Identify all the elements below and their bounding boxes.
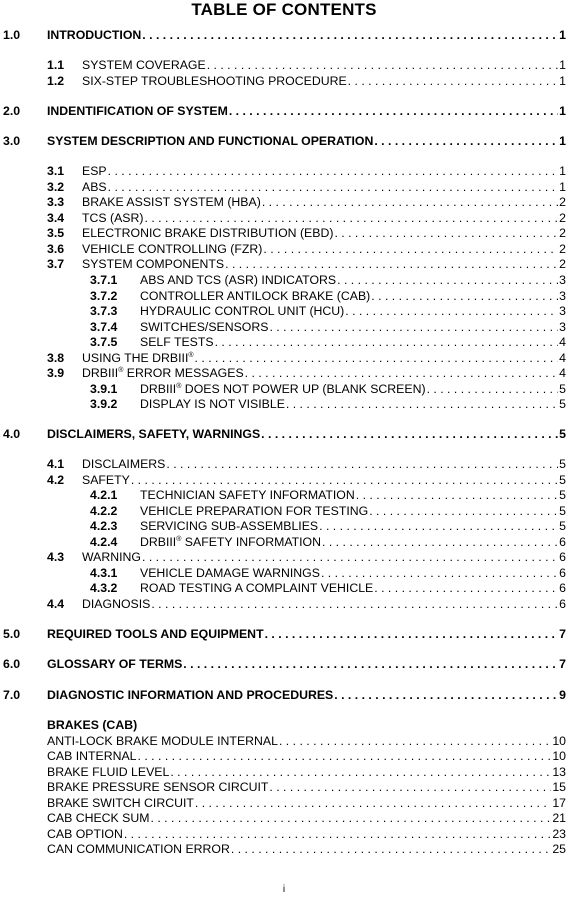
- toc-entry-number: 3.1: [47, 164, 65, 178]
- toc-entry-title: VEHICLE DAMAGE WARNINGS: [140, 566, 320, 580]
- toc-entry-title: INTRODUCTION: [47, 28, 142, 42]
- toc-entry-page: 3: [559, 320, 566, 334]
- toc-entry-title: ABS AND TCS (ASR) INDICATORS: [140, 273, 337, 287]
- toc-entry-title: GLOSSARY OF TERMS: [47, 657, 183, 671]
- toc-entry: [0, 163, 566, 179]
- toc-entry-page: 2: [559, 242, 566, 256]
- toc-entry: [0, 534, 566, 550]
- toc-entry-page: 2: [559, 195, 566, 209]
- toc-entry-number: 3.7.2: [90, 289, 118, 303]
- toc-entry-page: 15: [552, 780, 566, 794]
- toc-entry-number: 4.3.2: [90, 581, 118, 595]
- toc-entry-title: CAB CHECK SUM: [47, 811, 150, 825]
- toc-entry-number: 4.2: [47, 473, 65, 487]
- toc-entry-title: ABS: [82, 180, 107, 194]
- toc-entry-page: 1: [559, 180, 566, 194]
- toc-entry-number: 1.2: [47, 74, 65, 88]
- toc-entry-number: 3.9.2: [90, 397, 118, 411]
- toc-entry: [0, 596, 566, 612]
- toc-entry-number: 3.7: [47, 257, 65, 271]
- toc-entry-title: DRBIII® ERROR MESSAGES: [82, 366, 244, 380]
- toc-entry: [0, 241, 566, 257]
- toc-entry-title: HYDRAULIC CONTROL UNIT (HCU): [140, 304, 345, 318]
- toc-entry-title: CAB INTERNAL: [47, 749, 137, 763]
- dot-leader: [231, 841, 551, 857]
- toc-entry-page: 9: [559, 688, 566, 702]
- toc-entry: [0, 687, 566, 703]
- toc-entry-page: 5: [559, 427, 566, 441]
- dot-leader: [108, 163, 559, 179]
- toc-entry-title: BRAKE SWITCH CIRCUIT: [47, 796, 194, 810]
- dot-leader: [334, 225, 558, 241]
- toc-entry-number: 5.0: [3, 627, 21, 641]
- toc-entry: [0, 841, 566, 857]
- toc-entry-page: 7: [559, 627, 566, 641]
- dot-leader: [215, 334, 559, 350]
- toc-entry-title: SELF TESTS: [140, 335, 214, 349]
- toc-entry-number: 4.2.4: [90, 535, 118, 549]
- toc-entry: [0, 381, 566, 397]
- dot-leader: [345, 303, 558, 319]
- dot-leader: [321, 565, 558, 581]
- dot-leader: [263, 241, 558, 257]
- dot-leader: [151, 596, 558, 612]
- toc-entry-page: 6: [559, 550, 566, 564]
- toc-entry-title: CAB OPTION: [47, 827, 123, 841]
- dot-leader: [145, 210, 559, 226]
- toc-entry: [0, 179, 566, 195]
- toc-entry: [0, 626, 566, 642]
- dot-leader: [269, 779, 551, 795]
- toc-entry-title: REQUIRED TOOLS AND EQUIPMENT: [47, 627, 264, 641]
- toc-entry-number: 3.0: [3, 134, 21, 148]
- toc-entry-title: TCS (ASR): [82, 211, 144, 225]
- toc-entry-page: 13: [552, 765, 566, 779]
- toc-entry-number: 4.3: [47, 550, 65, 564]
- toc-entry-title: TECHNICIAN SAFETY INFORMATION: [140, 488, 355, 502]
- toc-entry: [0, 826, 566, 842]
- toc-entry: [0, 210, 566, 226]
- dot-leader: [265, 626, 559, 642]
- toc-entry-page: 5: [559, 397, 566, 411]
- toc-entry-title: SWITCHES/SENSORS: [140, 320, 269, 334]
- toc-entry-page: 6: [559, 566, 566, 580]
- toc-entry-page: 6: [559, 535, 566, 549]
- toc-entry-number: 2.0: [3, 104, 21, 118]
- toc-entry: [0, 319, 566, 335]
- toc-entry-page: 3: [559, 304, 566, 318]
- toc-entry: [0, 57, 566, 73]
- toc-entry-page: 3: [559, 289, 566, 303]
- toc-entry-page: 1: [559, 28, 566, 42]
- dot-leader: [138, 748, 552, 764]
- toc-entry-number: 1.1: [47, 58, 65, 72]
- toc-entry-number: 6.0: [3, 657, 21, 671]
- toc-entry-number: 3.4: [47, 211, 65, 225]
- toc-entry-title: VEHICLE PREPARATION FOR TESTING: [140, 504, 369, 518]
- page-number: i: [282, 884, 286, 895]
- toc-entry-number: 3.3: [47, 195, 65, 209]
- dot-leader: [261, 426, 558, 442]
- toc-entry-number: 3.7.5: [90, 335, 118, 349]
- dot-leader: [322, 534, 558, 550]
- toc-entry-page: 5: [559, 457, 566, 471]
- dot-leader: [374, 580, 558, 596]
- toc-entry-page: 5: [559, 519, 566, 533]
- toc-entry: [0, 133, 566, 149]
- dot-leader: [319, 518, 558, 534]
- dot-leader: [225, 256, 558, 272]
- toc-entry: [0, 350, 566, 366]
- toc-entry-title: SYSTEM COMPONENTS: [82, 257, 225, 271]
- toc-entry-title: DRBIII® DOES NOT POWER UP (BLANK SCREEN): [140, 382, 426, 396]
- toc-entry-number: 1.0: [3, 28, 21, 42]
- dot-leader: [348, 73, 558, 89]
- toc-entry: [0, 194, 566, 210]
- toc-entry-title: DIAGNOSIS: [82, 597, 151, 611]
- toc-entry: [0, 733, 566, 749]
- toc-entry-title: SIX-STEP TROUBLESHOOTING PROCEDURE: [82, 74, 347, 88]
- dot-leader: [334, 687, 558, 703]
- toc-entry-number: 3.2: [47, 180, 65, 194]
- toc-entry: [0, 779, 566, 795]
- toc-entry: [0, 365, 566, 381]
- toc-entry-title: WARNING: [82, 550, 141, 564]
- toc-entry: [0, 549, 566, 565]
- toc-entry-title: DISPLAY IS NOT VISIBLE: [140, 397, 285, 411]
- toc-entry-page: 21: [552, 811, 566, 825]
- toc-entry-title: BRAKE PRESSURE SENSOR CIRCUIT: [47, 780, 269, 794]
- toc-entry: [0, 810, 566, 826]
- toc-entry-number: 3.9.1: [90, 382, 118, 396]
- toc-entry: [0, 717, 566, 733]
- toc-entry-number: 4.2.1: [90, 488, 118, 502]
- toc-entry: [0, 472, 566, 488]
- toc-entry-number: 3.7.3: [90, 304, 118, 318]
- toc-entry: [0, 396, 566, 412]
- dot-leader: [337, 272, 558, 288]
- dot-leader: [166, 456, 558, 472]
- dot-leader: [371, 288, 558, 304]
- toc-entry-number: 4.2.2: [90, 504, 118, 518]
- toc-entry-number: 4.0: [3, 427, 21, 441]
- dot-leader: [207, 57, 558, 73]
- toc-entry-title: DISCLAIMERS: [82, 457, 166, 471]
- toc-entry-page: 10: [552, 734, 566, 748]
- toc-entry-page: 1: [559, 58, 566, 72]
- toc-entry-page: 5: [559, 504, 566, 518]
- dot-leader: [279, 733, 551, 749]
- toc-entry-title: INDENTIFICATION OF SYSTEM: [47, 104, 228, 118]
- toc-entry: [0, 487, 566, 503]
- toc-entry-number: 3.7.1: [90, 273, 118, 287]
- toc-entry-page: 25: [552, 842, 566, 856]
- dot-leader: [286, 396, 558, 412]
- toc-entry: [0, 503, 566, 519]
- dot-leader: [262, 194, 558, 210]
- toc-entry: [0, 303, 566, 319]
- toc-entry-page: 2: [559, 257, 566, 271]
- dot-leader: [374, 133, 558, 149]
- toc-entry: [0, 103, 566, 119]
- dot-leader: [195, 350, 559, 366]
- dot-leader: [142, 27, 558, 43]
- toc-entry-number: 3.7.4: [90, 320, 118, 334]
- toc-entry-title: SYSTEM DESCRIPTION AND FUNCTIONAL OPERATION: [47, 134, 374, 148]
- dot-leader: [131, 472, 558, 488]
- toc-entry: [0, 27, 566, 43]
- dot-leader: [183, 656, 558, 672]
- toc-entry-title: BRAKE ASSIST SYSTEM (HBA): [82, 195, 261, 209]
- toc-entry: [0, 288, 566, 304]
- toc-entry-page: 2: [559, 226, 566, 240]
- toc-entry-page: 5: [559, 382, 566, 396]
- toc-entry: [0, 656, 566, 672]
- dot-leader: [124, 826, 551, 842]
- toc-entry-page: 1: [559, 164, 566, 178]
- toc-entry-title: ELECTRONIC BRAKE DISTRIBUTION (EBD): [82, 226, 334, 240]
- toc-entry-title: VEHICLE CONTROLLING (FZR): [82, 242, 263, 256]
- toc-entry-title: SAFETY: [82, 473, 130, 487]
- toc-entry-page: 1: [559, 104, 566, 118]
- dot-leader: [142, 549, 558, 565]
- toc-entry-page: 10: [552, 749, 566, 763]
- toc-entry-title: ROAD TESTING A COMPLAINT VEHICLE: [140, 581, 374, 595]
- toc-entry-title: ANTI-LOCK BRAKE MODULE INTERNAL: [47, 734, 278, 748]
- toc-entry-number: 3.9: [47, 366, 65, 380]
- toc-entry-page: 17: [552, 796, 566, 810]
- dot-leader: [170, 764, 551, 780]
- toc-entry: [0, 580, 566, 596]
- toc-entry-title: USING THE DRBIII®: [82, 351, 194, 365]
- toc-entry-number: 4.3.1: [90, 566, 118, 580]
- toc-entry-page: 1: [559, 74, 566, 88]
- toc-entry: [0, 272, 566, 288]
- toc-entry-number: 7.0: [3, 688, 21, 702]
- toc-entry-number: 3.6: [47, 242, 65, 256]
- dot-leader: [356, 487, 558, 503]
- toc-entry-title: CONTROLLER ANTILOCK BRAKE (CAB): [140, 289, 371, 303]
- toc-entry-title: SYSTEM COVERAGE: [82, 58, 206, 72]
- toc-entry-number: 4.1: [47, 457, 65, 471]
- toc-entry-page: 3: [559, 273, 566, 287]
- dot-leader: [427, 381, 559, 397]
- toc-entry: [0, 764, 566, 780]
- section-heading: BRAKES (CAB): [47, 718, 138, 732]
- toc-entry: [0, 518, 566, 534]
- toc-entry: [0, 565, 566, 581]
- dot-leader: [369, 503, 558, 519]
- toc-entry-page: 2: [559, 211, 566, 225]
- dot-leader: [151, 810, 552, 826]
- toc-entry-title: ESP: [82, 164, 107, 178]
- toc-entry-title: DISCLAIMERS, SAFETY, WARNINGS: [47, 427, 261, 441]
- toc-entry-title: CAN COMMUNICATION ERROR: [47, 842, 230, 856]
- page-title: TABLE OF CONTENTS: [191, 0, 377, 19]
- toc-entry-title: DRBIII® SAFETY INFORMATION: [140, 535, 321, 549]
- toc-entry: [0, 456, 566, 472]
- toc-entry-page: 5: [559, 473, 566, 487]
- toc-entry-number: 3.5: [47, 226, 65, 240]
- toc-entry: [0, 334, 566, 350]
- toc-entry-page: 4: [559, 366, 566, 380]
- dot-leader: [269, 319, 558, 335]
- toc-entry: [0, 256, 566, 272]
- toc-entry-number: 4.4: [47, 597, 65, 611]
- toc-entry-number: 4.2.3: [90, 519, 118, 533]
- toc-entry-title: SERVICING SUB-ASSEMBLIES: [140, 519, 319, 533]
- toc-entry-page: 23: [552, 827, 566, 841]
- toc-entry: [0, 795, 566, 811]
- dot-leader: [229, 103, 558, 119]
- toc-entry: [0, 426, 566, 442]
- toc-entry: [0, 748, 566, 764]
- toc-entry-page: 7: [559, 657, 566, 671]
- toc-entry-page: 6: [559, 581, 566, 595]
- toc-entry-title: DIAGNOSTIC INFORMATION AND PROCEDURES: [47, 688, 334, 702]
- toc-entry: [0, 225, 566, 241]
- toc-entry-page: 5: [559, 488, 566, 502]
- toc-entry-title: BRAKE FLUID LEVEL: [47, 765, 170, 779]
- dot-leader: [245, 365, 559, 381]
- toc-entry-page: 4: [559, 335, 566, 349]
- toc-entry-page: 6: [559, 597, 566, 611]
- toc-entry-number: 3.8: [47, 351, 65, 365]
- toc-entry: [0, 73, 566, 89]
- dot-leader: [195, 795, 551, 811]
- dot-leader: [108, 179, 559, 195]
- toc-entry-page: 1: [559, 134, 566, 148]
- toc-entry-page: 4: [559, 351, 566, 365]
